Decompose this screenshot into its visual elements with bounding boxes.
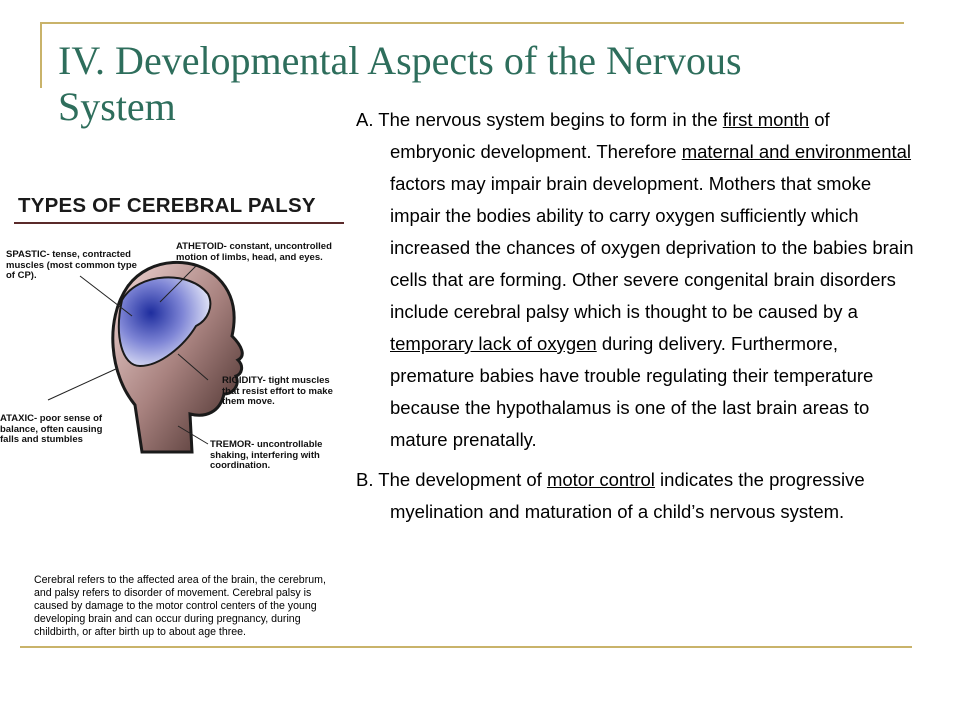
underlined-term: motor control bbox=[546, 469, 655, 490]
paragraph-text: B. The development of bbox=[356, 469, 547, 490]
paragraph-text: factors may impair brain development. Mothers that smoke impair the bodies ability to carry oxygen sufficiently which increased the chances of oxygen deprivation to the babies brain cells that are forming. Other severe congenital brain disorders include cerebral palsy which is thought to be caused by a bbox=[390, 173, 914, 322]
figure-caption: Cerebral refers to the affected area of the brain, the cerebrum, and palsy refers to disorder of movement. Cerebral palsy is caused by damage to the motor control centers of the young developing brain and can occur during pregnancy, during childbirth, or after birth up to about age three. bbox=[34, 574, 326, 638]
paragraph-text: indicates the progressive myelination and maturation of a child’s nervous system. bbox=[390, 469, 865, 522]
body-text bbox=[356, 104, 916, 536]
paragraph-text: during delivery. Furthermore, premature babies have trouble regulating their temperature because the hypothalamus is one of the last brain areas to mature prenatally. bbox=[390, 333, 874, 450]
underlined-term: temporary lack of oxygen bbox=[390, 333, 597, 354]
bottom-rule bbox=[20, 646, 912, 648]
slide-title: IV. Developmental Aspects of the Nervous System bbox=[58, 38, 742, 129]
paragraph-text: of embryonic development. Therefore bbox=[390, 109, 830, 162]
left-rule bbox=[40, 22, 42, 88]
paragraph-text: A. The nervous system begins to form in the bbox=[356, 109, 723, 130]
paragraph-b bbox=[356, 464, 916, 528]
label-ataxic: ATAXIC- poor sense of balance, often causing falls and stumbles bbox=[0, 413, 103, 445]
underlined-term: maternal and environmental bbox=[681, 141, 912, 162]
label-rigidity: RIGIDITY- tight muscles that resist effort to make them move. bbox=[222, 375, 333, 407]
top-rule bbox=[40, 22, 904, 24]
underlined-term: first month bbox=[722, 109, 810, 130]
cerebral-palsy-figure bbox=[0, 190, 350, 490]
label-tremor: TREMOR- uncontrollable shaking, interfering with coordination. bbox=[210, 439, 323, 471]
label-spastic: SPASTIC- tense, contracted muscles (most common type of CP). bbox=[6, 249, 137, 281]
figure-title: TYPES OF CEREBRAL PALSY bbox=[18, 194, 316, 217]
label-athetoid: ATHETOID- constant, uncontrolled motion of limbs, head, and eyes. bbox=[176, 241, 332, 263]
paragraph-a bbox=[356, 104, 916, 456]
